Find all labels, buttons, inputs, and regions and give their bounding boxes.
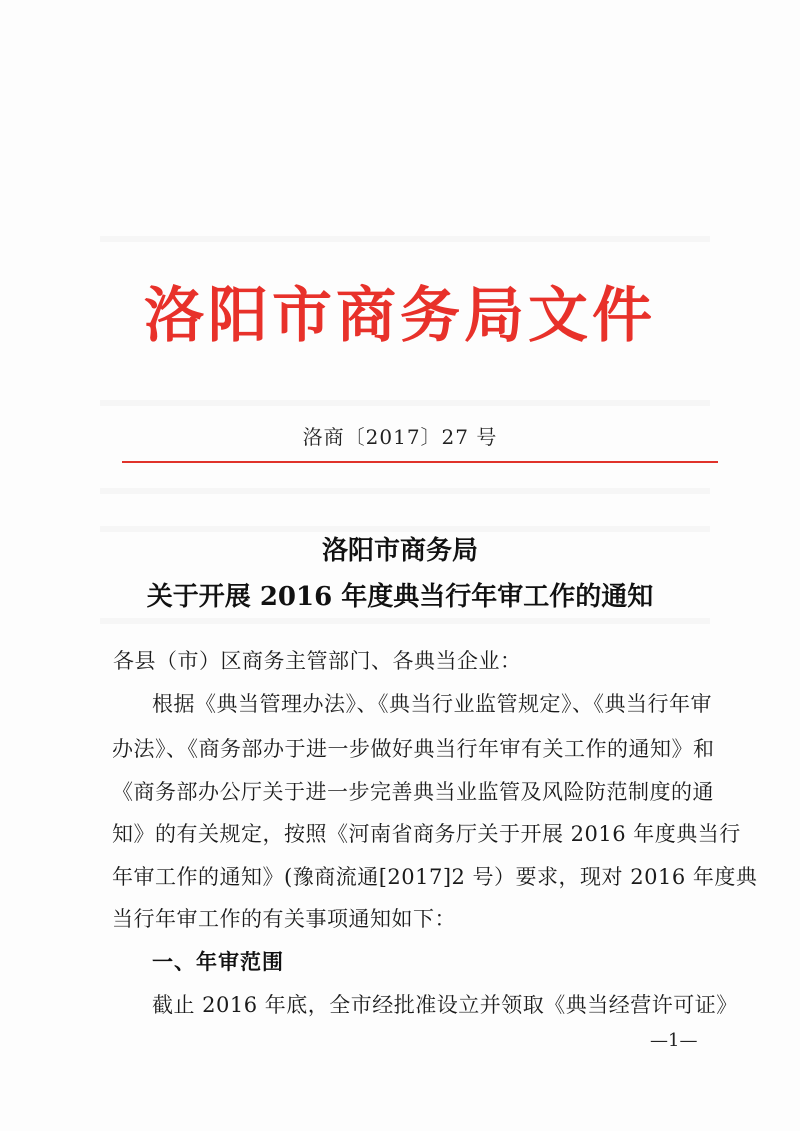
paragraph-line: 截止 2016 年底，全市经批准设立并领取《典当经营许可证》 [152, 993, 738, 1017]
document-title-line-2: 关于开展 2016 年度典当行年审工作的通知 [146, 582, 654, 612]
issuer-header: 洛阳市商务局文件 [144, 281, 656, 351]
paragraph-line: 知》的有关规定，按照《河南省商务厅关于开展 2016 年度典当行 [112, 822, 741, 846]
bleed-through-mark [100, 618, 710, 624]
salutation: 各县（市）区商务主管部门、各典当企业： [113, 649, 522, 673]
red-divider-rule [122, 461, 718, 463]
paragraph-line: 办法》、《商务部办于进一步做好典当行年审有关工作的通知》和 [112, 737, 715, 761]
paragraph-line: 当行年审工作的有关事项通知如下： [112, 907, 456, 931]
paragraph-line: 年审工作的通知》(豫商流通[2017]2 号）要求，现对 2016 年度典 [112, 865, 758, 889]
bleed-through-mark [100, 236, 710, 242]
bleed-through-mark [100, 488, 710, 494]
document-title-line-1: 洛阳市商务局 [321, 536, 478, 566]
page-number: —1— [650, 1030, 698, 1051]
section-heading: 一、年审范围 [152, 949, 284, 974]
bleed-through-mark [100, 400, 710, 406]
document-number: 洛商〔2017〕27 号 [302, 425, 498, 449]
paragraph-line: 《商务部办公厅关于进一步完善典当业监管及风险防范制度的通 [112, 780, 714, 804]
paragraph-line: 根据《典当管理办法》、《典当行业监管规定》、《典当行年审 [152, 692, 712, 716]
